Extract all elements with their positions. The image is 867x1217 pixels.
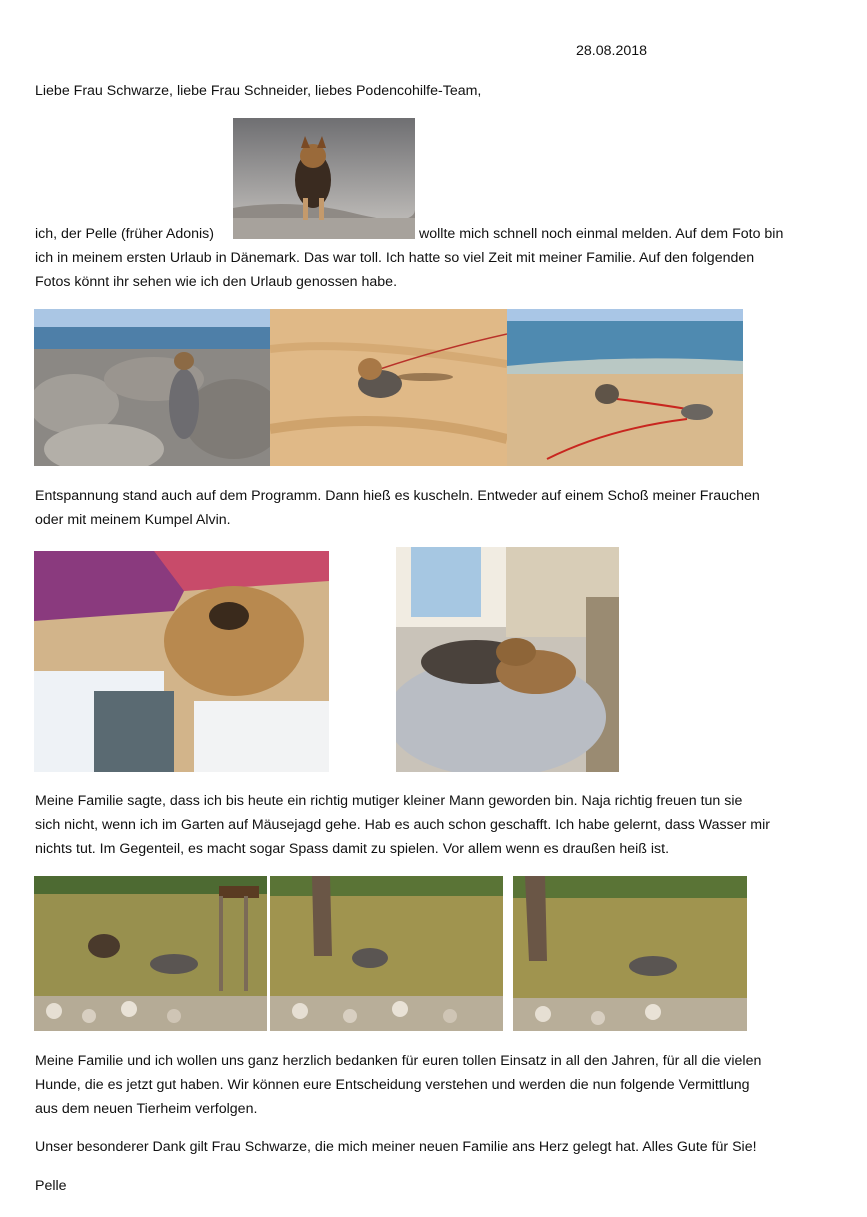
relax-line-2: oder mit meinem Kumpel Alvin. xyxy=(35,512,231,528)
family-line-1: Meine Familie sagte, dass ich bis heute ein richtig mutiger kleiner Mann geworden bin. Naja richtig freuen tun sie xyxy=(35,793,743,809)
photo-dog-on-beach xyxy=(270,309,507,466)
photo-dog-on-lap xyxy=(34,551,329,772)
photo-dog-on-rocks xyxy=(34,309,270,466)
intro-line-1a: ich, der Pelle (früher Adonis) xyxy=(35,226,215,242)
photo-dog-on-sand xyxy=(233,118,415,239)
thanks-line-2: Hunde, die es jetzt gut haben. Wir können eure Entscheidung verstehen und werden die nun folgende Vermittlung xyxy=(35,1077,750,1093)
thanks-line-3: aus dem neuen Tierheim verfolgen. xyxy=(35,1101,258,1117)
special-thanks: Unser besonderer Dank gilt Frau Schwarze, die mich meiner neuen Familie ans Herz gelegt hat. Alles Gute für Sie! xyxy=(35,1139,757,1155)
photo-garden-two-dogs xyxy=(34,876,267,1031)
photo-two-dogs-at-sea xyxy=(507,309,743,466)
family-line-2: sich nicht, wenn ich im Garten auf Mäusejagd gehe. Hab es auch schon geschafft. Ich habe gelernt, dass Wasser mir xyxy=(35,817,770,833)
intro-line-2: ich in meinem ersten Urlaub in Dänemark. Das war toll. Ich hatte so viel Zeit mit meiner Familie. Auf den folgenden xyxy=(35,250,755,266)
intro-line-3: Fotos könnt ihr sehen wie ich den Urlaub genossen habe. xyxy=(35,274,398,290)
signature: Pelle xyxy=(35,1178,67,1194)
letter-date: 28.08.2018 xyxy=(576,43,648,59)
photo-garden-dog-sniffing xyxy=(513,876,747,1031)
intro-line-1b: wollte mich schnell noch einmal melden. Auf dem Foto bin xyxy=(419,226,784,242)
photo-garden-dog-tree xyxy=(270,876,503,1031)
greeting: Liebe Frau Schwarze, liebe Frau Schneider, liebes Podencohilfe-Team, xyxy=(35,83,482,99)
relax-line-1: Entspannung stand auch auf dem Programm. Dann hieß es kuscheln. Entweder auf einem Schoß meiner Frauchen xyxy=(35,488,760,504)
family-line-3: nichts tut. Im Gegenteil, es macht sogar Spass damit zu spielen. Vor allem wenn es draußen heiß ist. xyxy=(35,841,670,857)
thanks-line-1: Meine Familie und ich wollen uns ganz herzlich bedanken für euren tollen Einsatz in all den Jahren, für all die vielen xyxy=(35,1053,762,1069)
photo-dogs-cuddling xyxy=(396,547,619,772)
